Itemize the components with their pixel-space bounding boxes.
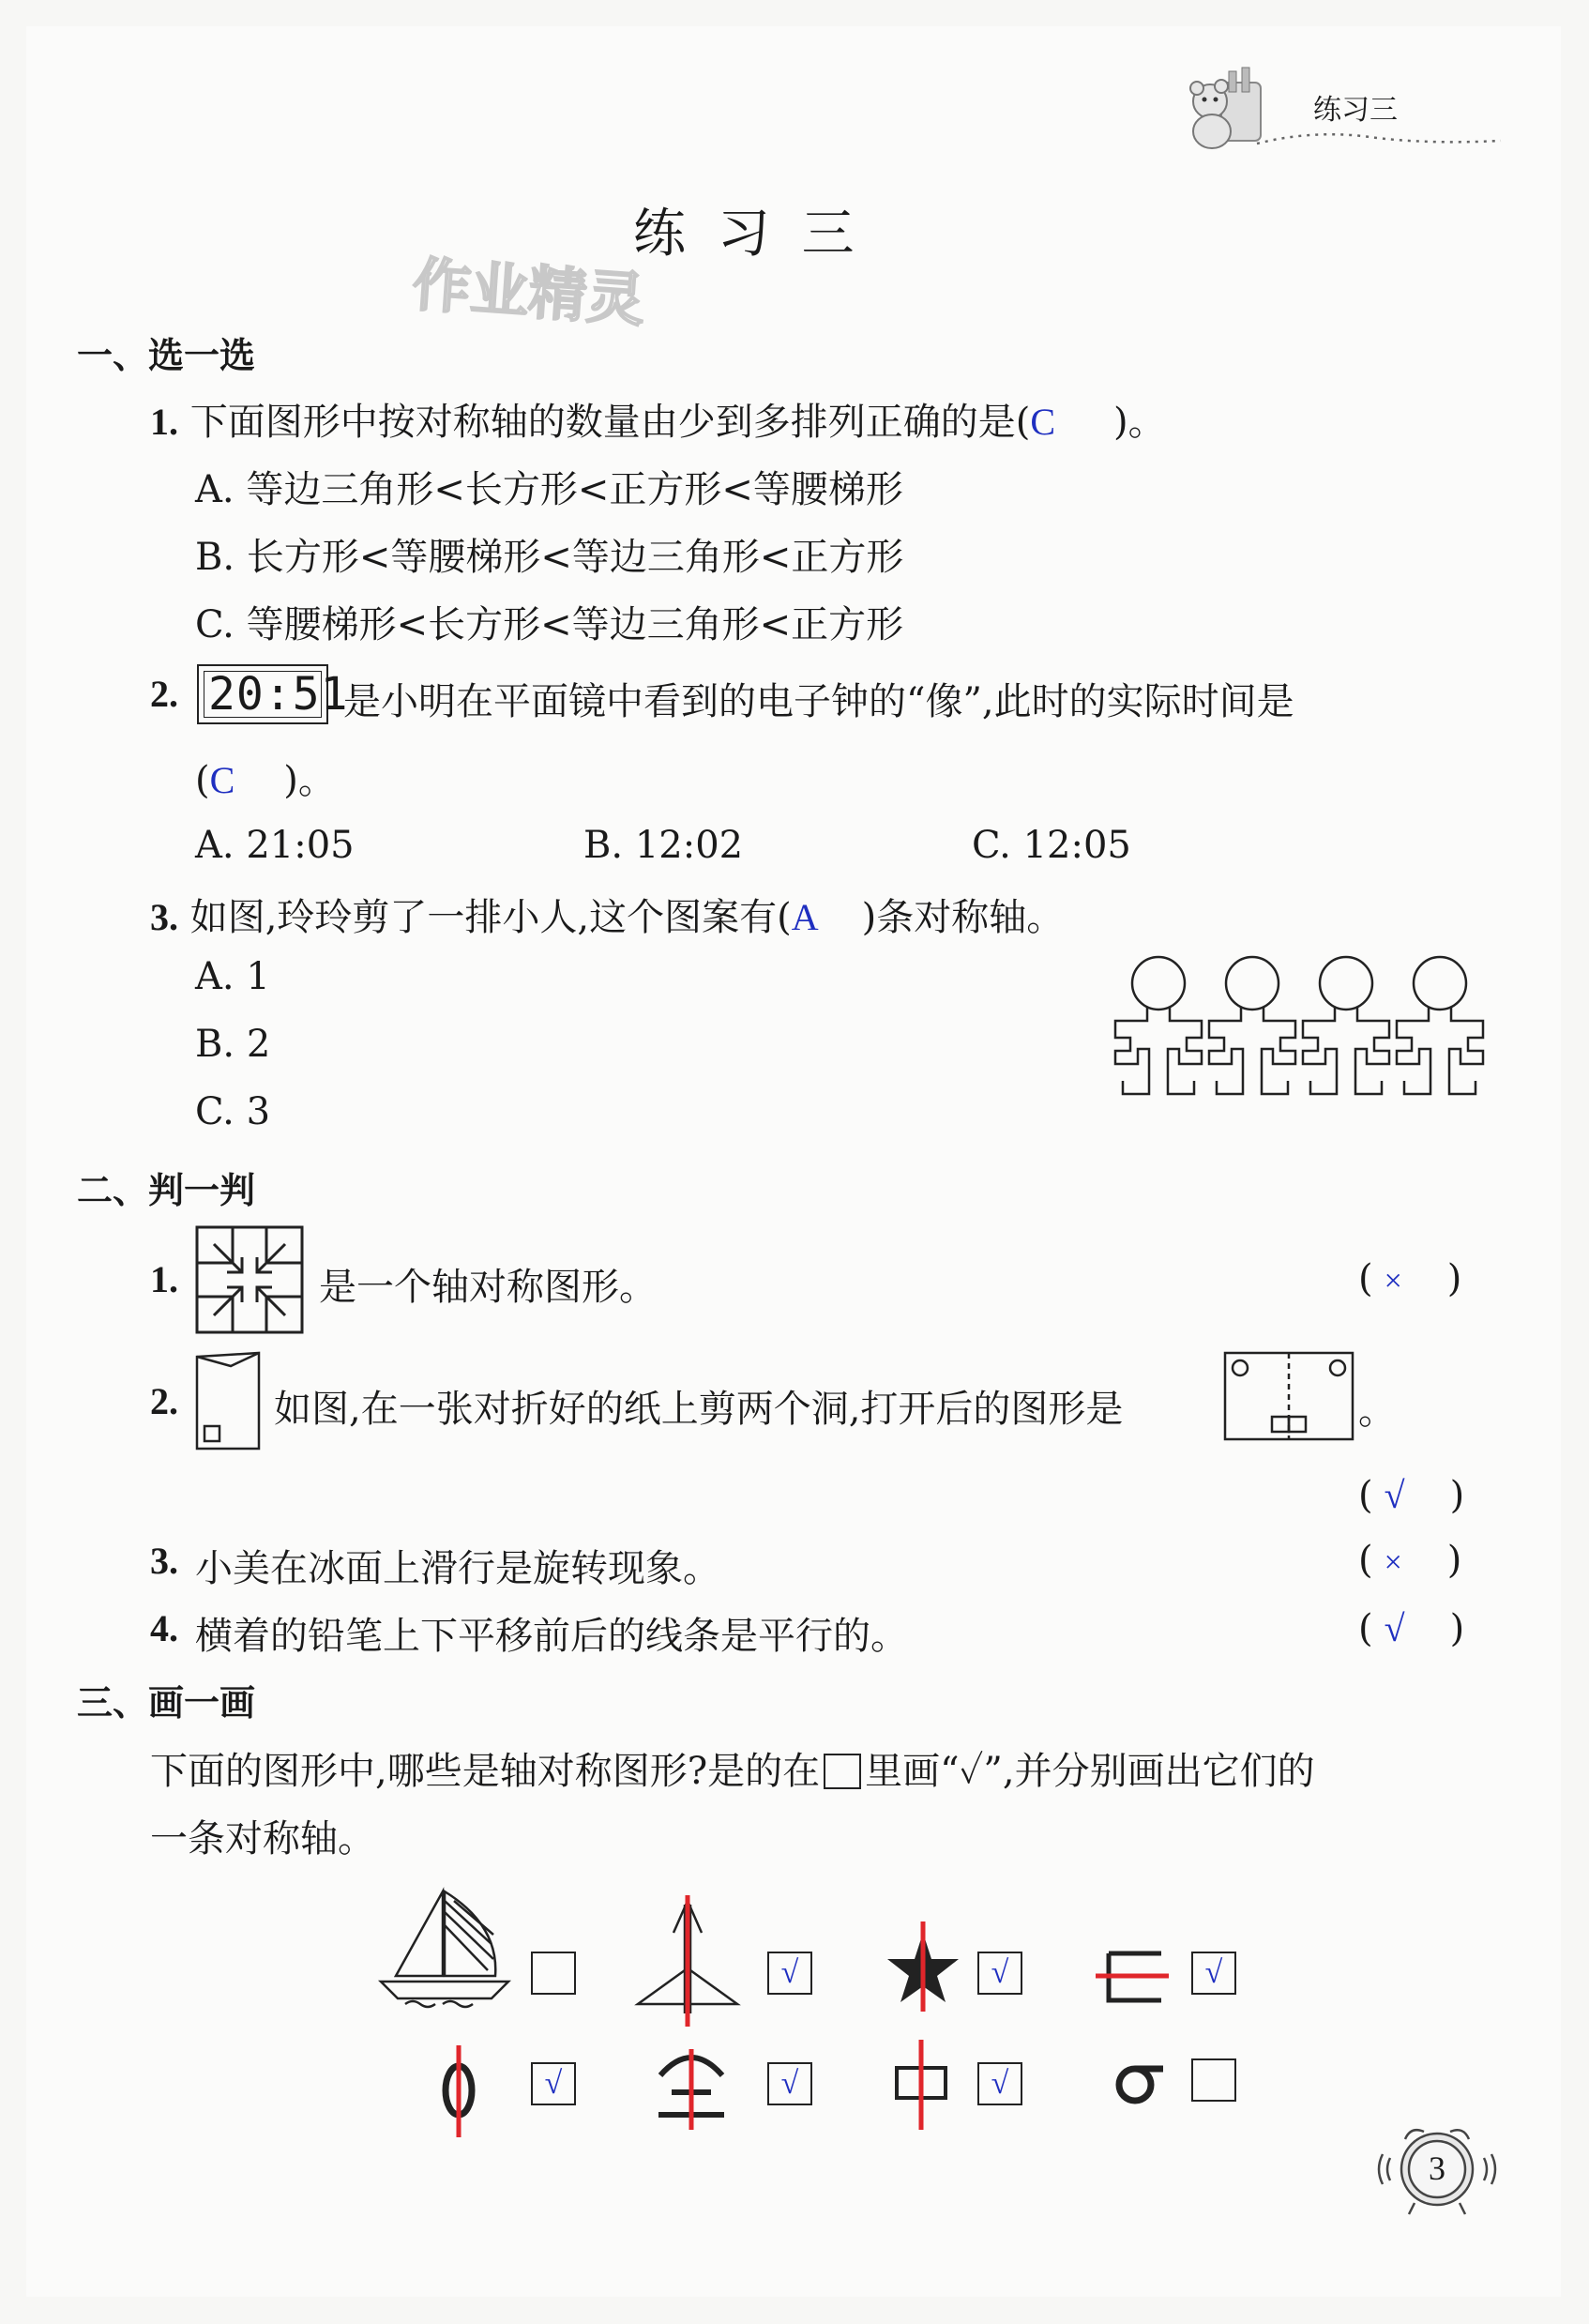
umbrella-shape-icon — [649, 2045, 734, 2130]
answer: C — [209, 759, 235, 801]
figure-checkbox-4[interactable] — [1191, 1952, 1236, 1995]
page-title: 练 习 三 — [633, 204, 862, 265]
figure-checkbox-2[interactable] — [767, 1952, 812, 1995]
close-paren: ) — [1449, 1607, 1465, 1650]
judge-4-text: 横着的铅笔上下平移前后的线条是平行的。 — [195, 1615, 908, 1658]
sailboat-icon — [377, 1888, 518, 2010]
open-paren: ( — [1358, 1257, 1373, 1300]
judge-2-end: 。 — [1358, 1390, 1396, 1433]
judge-2-number: 2. — [150, 1380, 178, 1422]
figure-checkbox-6[interactable] — [767, 2062, 812, 2105]
question-1-2 — [150, 672, 178, 716]
close-paren: ) — [1449, 1474, 1465, 1517]
judge-mark: √ — [1384, 1474, 1405, 1516]
judge-3-number: 3. — [150, 1540, 178, 1582]
question-1-3 — [150, 888, 1064, 941]
figure-checkbox-5[interactable] — [531, 2062, 576, 2105]
zhong-character-icon — [891, 2040, 951, 2130]
section1-heading: 一、选一选 — [77, 335, 256, 376]
question-number: 1. — [150, 401, 178, 443]
question-1-2-blank — [195, 751, 336, 804]
question-text: 如图,玲玲剪了一排小人,这个图案有( — [189, 896, 792, 939]
sigma-icon — [1112, 2055, 1165, 2107]
question-close: )。 — [283, 759, 336, 802]
folded-paper-icon — [193, 1349, 265, 1452]
section3-instruction-line1 — [150, 1741, 1315, 1795]
judge-1-text: 是一个轴对称图形。 — [319, 1266, 657, 1309]
section2-heading: 二、判一判 — [77, 1170, 256, 1211]
judge-4-blank — [1358, 1606, 1464, 1650]
question-1-2-text: 是小明在平面镜中看到的电子钟的“像”,此时的实际时间是 — [343, 680, 1294, 723]
close-paren: ) — [1446, 1257, 1462, 1300]
empty-box-icon — [824, 1754, 861, 1789]
judge-mark: √ — [1384, 1607, 1405, 1649]
instruction-part: 里画“✓”,并分别画出它们的 — [865, 1750, 1315, 1793]
judge-mark: × — [1384, 1264, 1402, 1299]
q1-option-c: C. 等腰梯形<长方形<等边三角形<正方形 — [195, 603, 904, 646]
question-text: 下面图形中按对称轴的数量由少到多排列正确的是( — [189, 401, 1031, 444]
figure-checkbox-8[interactable] — [1191, 2058, 1236, 2102]
judge-2-text: 如图,在一张对折好的纸上剪两个洞,打开后的图形是 — [274, 1388, 1124, 1431]
instruction-part: 下面的图形中,哪些是轴对称图形?是的在 — [150, 1750, 821, 1793]
question-number: 3. — [150, 896, 178, 938]
judge-4-number: 4. — [150, 1607, 178, 1649]
answer: A — [791, 896, 819, 938]
open-paren: ( — [195, 759, 210, 802]
question-close: )条对称轴。 — [861, 896, 1065, 939]
unfolded-paper-icon — [1223, 1351, 1354, 1441]
close-paren: ) — [1446, 1539, 1462, 1582]
section3-instruction-line2: 一条对称轴。 — [150, 1817, 375, 1861]
running-title: 练习三 — [1313, 94, 1398, 127]
paper-dolls-figure — [1112, 953, 1487, 1103]
check-mark: √ — [991, 1955, 1009, 1990]
e-shape-icon — [1096, 1948, 1169, 2006]
q3-option-b: B. 2 — [195, 1023, 271, 1066]
arrows-square-icon — [195, 1225, 304, 1334]
judge-mark: × — [1384, 1545, 1402, 1580]
section3-heading: 三、画一画 — [77, 1682, 256, 1724]
open-paren: ( — [1358, 1474, 1373, 1517]
answer: C — [1030, 401, 1056, 443]
q1-option-a: A. 等边三角形<长方形<正方形<等腰梯形 — [195, 468, 903, 511]
q2-option-c: C. 12:05 — [972, 824, 1131, 867]
check-mark: √ — [780, 2066, 799, 2101]
dotted-header-line — [1257, 120, 1501, 148]
q3-option-c: C. 3 — [195, 1090, 271, 1133]
check-mark: √ — [780, 1955, 799, 1990]
zero-icon — [435, 2045, 482, 2137]
q3-option-a: A. 1 — [195, 955, 270, 998]
q2-option-a: A. 21:05 — [195, 824, 355, 867]
question-close: )。 — [1113, 401, 1166, 444]
figure-checkbox-3[interactable] — [977, 1952, 1022, 1995]
question-1-1 — [150, 392, 1166, 446]
page-number: 3 — [1429, 2149, 1445, 2187]
figure-checkbox-1[interactable] — [531, 1952, 576, 1995]
watermark: 作业精灵 — [410, 250, 647, 335]
judge-1-number: 1. — [150, 1258, 178, 1300]
q2-option-b: B. 12:02 — [583, 824, 744, 867]
star-icon — [885, 1921, 961, 2012]
open-paren: ( — [1358, 1539, 1373, 1582]
check-mark: √ — [1204, 1955, 1223, 1990]
judge-1-blank — [1358, 1257, 1461, 1300]
q1-option-b: B. 长方形<等腰梯形<等边三角形<正方形 — [195, 536, 904, 579]
arrow-up-icon — [632, 1895, 745, 2027]
open-paren: ( — [1358, 1607, 1373, 1650]
clock-digits: 20:51 — [208, 668, 349, 721]
judge-2-blank — [1358, 1473, 1464, 1517]
check-mark: √ — [544, 2066, 563, 2101]
judge-3-text: 小美在冰面上滑行是旋转现象。 — [195, 1547, 720, 1590]
question-number: 2. — [150, 673, 178, 715]
figure-checkbox-7[interactable] — [977, 2062, 1022, 2105]
judge-3-blank — [1358, 1539, 1461, 1582]
digital-clock-mirror — [197, 664, 349, 724]
check-mark: √ — [991, 2066, 1009, 2101]
